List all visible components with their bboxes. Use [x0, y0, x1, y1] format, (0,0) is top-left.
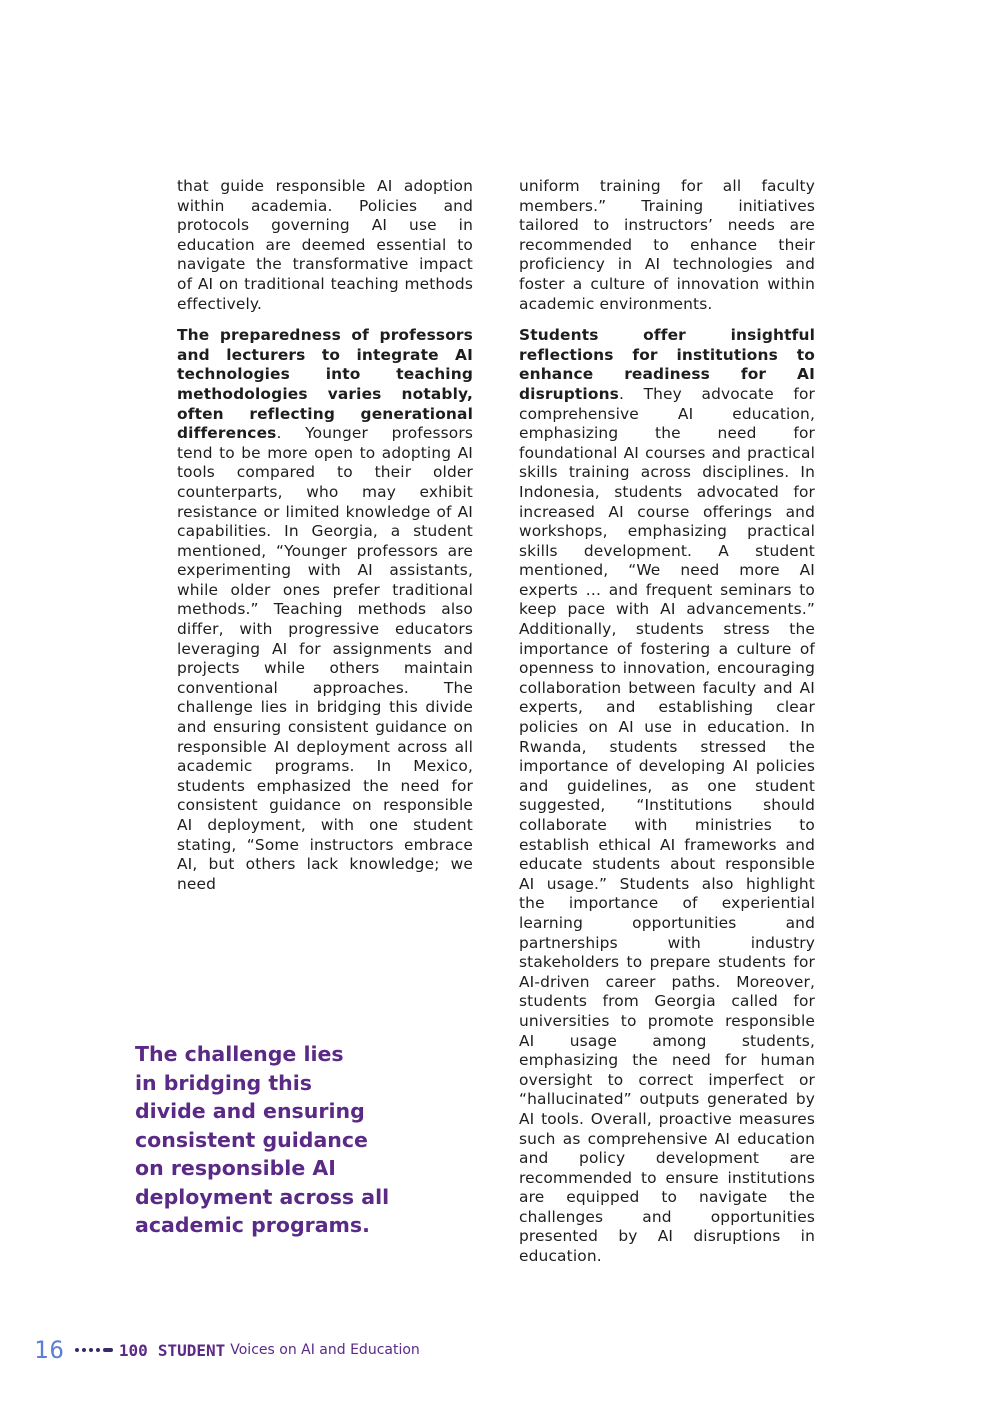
paragraph-text: . Younger professors tend to be more open to adopting AI tools compared to their older counterparts, who may exhibit resistance or limited knowledge of AI capabilities. In Georgia, a student mentioned, “Younger professors are experimenting with AI assistants, while older ones prefer traditional methods.” Teaching methods also differ, with progressive educators leveraging AI for assignments and projects while others maintain conventional approaches. The challenge lies in bridging this divide and ensuring consistent guidance on responsible AI deployment across all academic programs. In Mexico, students emphasized the need for consistent guidance on responsible AI deployment, with one student stating, “Some instructors embrace AI, but others lack knowledge; we need: [177, 424, 473, 893]
pull-quote-line: in bridging this: [135, 1070, 312, 1095]
page-number: 16: [34, 1336, 65, 1364]
pull-quote-line: The challenge lies: [135, 1042, 344, 1066]
paragraph: [177, 326, 473, 894]
dots-divider-icon: [75, 1348, 113, 1352]
paragraph-text: uniform training for all faculty members.” Training initiatives tailored to instructors’ needs are recommended to enhance their proficiency in AI technologies and foster a culture of innovation within academic environments.: [519, 177, 815, 313]
brand-word: STUDENT: [157, 1340, 226, 1360]
pull-quote-line: consistent guidance: [135, 1127, 368, 1152]
brand-number: 100: [118, 1340, 148, 1360]
lead-in-bold: The preparedness of professors and lecturers to integrate AI technologies into teaching methodologies varies notably, often reflecting generational differences: [177, 326, 473, 443]
paragraph-text: . They advocate for comprehensive AI education, emphasizing the need for foundational AI courses and practical skills training across disciplines. In Indonesia, students advocated for increased AI course offerings and workshops, emphasizing practical skills development. A student mentioned, “We need more AI experts … and frequent seminars to keep pace with AI advancements.” Additionally, students stress the importance of fostering a culture of openness to innovation, encouraging collaboration between faculty and AI experts, and establishing clear policies on AI use in education. In Rwanda, students stressed the importance of developing AI policies and guidelines, as one student suggested, “Institutions should collaborate with ministries to establish ethical AI frameworks and educate students about responsible AI usage.” Students also highlight the importance of experiential learning opportunities and partnerships with industry stakeholders to prepare students for AI-driven career paths. Moreover, students from Georgia called for universities to promote responsible AI usage among students, emphasizing the need for human oversight to correct imperfect or “hallucinated” outputs generated by AI tools. Overall, proactive measures such as comprehensive AI education and policy development are recommended to ensure institutions are equipped to navigate the challenges and opportunities presented by AI disruptions in education.: [519, 384, 815, 1266]
paragraph: [519, 326, 815, 1267]
paragraph: [177, 177, 473, 314]
pull-quote-line: academic programs.: [135, 1213, 370, 1237]
pull-quote-line: divide and ensuring: [135, 1099, 365, 1123]
paragraph-text: that guide responsible AI adoption within academia. Policies and protocols governing AI use in education are deemed essential to navigate the transformative impact of AI on traditional teaching methods effectively.: [177, 177, 473, 313]
page-footer: [34, 1336, 420, 1364]
pull-quote-line: on responsible AI: [135, 1156, 336, 1180]
brand-subtitle: Voices on AI and Education: [230, 1342, 420, 1358]
paragraph: [519, 177, 815, 314]
pull-quote: [135, 1040, 435, 1240]
lead-in-bold: Students offer insightful reflections for institutions to enhance readiness for AI disruptions: [519, 326, 815, 403]
pull-quote-line: deployment across all: [135, 1184, 390, 1209]
article-column-left: [177, 177, 473, 906]
article-column-right: [519, 177, 815, 1279]
